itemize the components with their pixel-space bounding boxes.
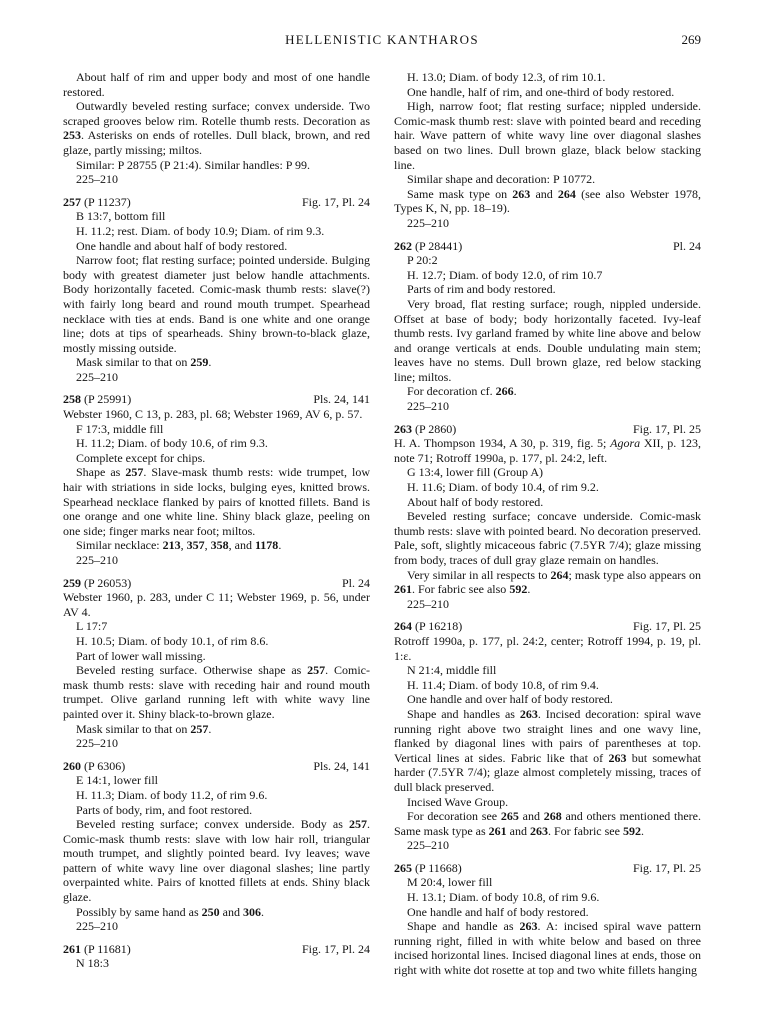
- text-run: E 14:1, lower fill: [76, 773, 158, 788]
- text-run: Very broad, flat resting surface; rough, nippled underside. Offset at base of body; body horizontally faceted. Ivy-leaf thumb rests. Ivy garland framed by white line above and below and orange verticals at ends. Double undulating main stem; leaves have no stems. Dull brown glaze, red below stacking line; miltos.: [394, 296, 701, 384]
- entry-number: 257: [63, 194, 81, 209]
- figure-plate-ref: Fig. 17, Pl. 25: [632, 421, 701, 436]
- text-run: 225–210: [407, 838, 449, 853]
- text-run: Webster 1960, p. 283, under C 11; Webster 1969, p. 56, under AV 4.: [63, 590, 370, 619]
- text-run: and: [518, 809, 544, 824]
- paragraph: [63, 538, 370, 553]
- entry-number: 261: [63, 941, 81, 956]
- paragraph: [394, 890, 701, 905]
- text-run: P 20:2: [407, 253, 438, 268]
- figure-plate-ref: Fig. 17, Pl. 24: [301, 194, 370, 209]
- paragraph: [63, 803, 370, 818]
- paragraph: [394, 172, 701, 187]
- text-run: ; mask type also appears on: [568, 567, 701, 582]
- cross-reference: 306: [243, 904, 261, 919]
- paragraph: [63, 422, 370, 437]
- text-run: H. 11.4; Diam. of body 10.8, of rim 9.4.: [407, 677, 599, 692]
- text-run: ,: [180, 538, 187, 553]
- paragraph: [394, 795, 701, 810]
- paragraph: [63, 722, 370, 737]
- entry-heading-265: [394, 861, 701, 876]
- text-run: . Incised decoration: spiral wave running right above two straight lines and one wavy line, flanked by diagonal lines with pairs of parentheses at top. Vertical lines at sides. Fabric like that of: [394, 706, 701, 765]
- text-run: For decoration see: [407, 809, 501, 824]
- paragraph: [63, 773, 370, 788]
- cross-reference: 257: [307, 663, 326, 678]
- text-run: Mask similar to that on: [76, 355, 191, 370]
- text-run: and: [506, 823, 530, 838]
- text-run: Mask similar to that on: [76, 721, 191, 736]
- text-run: .: [513, 384, 517, 399]
- text-columns: [0, 70, 764, 978]
- cross-reference: 253: [63, 128, 81, 143]
- entry-id: [63, 576, 131, 591]
- text-run: but somewhat harder (7.5YR 7/4); glaze almost completely missing, traces of dull black preserved.: [394, 750, 701, 794]
- cross-reference: 263: [608, 750, 627, 765]
- entry-id: [63, 195, 131, 210]
- cross-reference: 261: [394, 582, 412, 597]
- text-run: .: [208, 355, 212, 370]
- paragraph: [63, 224, 370, 239]
- paragraph: [394, 634, 701, 663]
- text-run: .: [208, 721, 212, 736]
- text-run: M 20:4, lower fill: [407, 875, 493, 890]
- paragraph: [394, 297, 701, 385]
- entry-heading-260: [63, 759, 370, 774]
- inventory-number: (P 6306): [81, 758, 126, 773]
- inventory-number: (P 11681): [81, 941, 131, 956]
- paragraph: [394, 875, 701, 890]
- paragraph: [63, 736, 370, 751]
- text-run: 225–210: [76, 369, 118, 384]
- paragraph: [63, 70, 370, 99]
- cross-reference: 263: [529, 823, 548, 838]
- paragraph: [63, 407, 370, 422]
- entry-id: [394, 422, 456, 437]
- figure-plate-ref: Fig. 17, Pl. 25: [632, 860, 701, 875]
- text-run: Shape as: [76, 465, 126, 480]
- italic-text: Agora: [610, 436, 641, 451]
- cross-reference: 592: [622, 823, 641, 838]
- entry-id: [63, 759, 125, 774]
- entry-id: [63, 942, 131, 957]
- text-run: Beveled resting surface. Otherwise shape as: [76, 663, 308, 678]
- figure-plate-ref: Pls. 24, 141: [313, 392, 370, 407]
- paragraph: [63, 370, 370, 385]
- text-run: L 17:7: [76, 619, 108, 634]
- paragraph: [63, 553, 370, 568]
- entry-number: 262: [394, 238, 412, 253]
- text-run: 225–210: [76, 553, 118, 567]
- text-run: . For fabric see also: [412, 582, 510, 597]
- text-run: H. 11.3; Diam. of body 11.2, of rim 9.6.: [76, 787, 268, 802]
- text-run: .: [278, 538, 282, 553]
- cross-reference: 264: [550, 567, 569, 582]
- entry-id: [394, 861, 462, 876]
- text-run: For decoration cf.: [407, 384, 496, 399]
- paragraph: [394, 399, 701, 414]
- text-run: and: [219, 904, 243, 919]
- cross-reference: 264: [557, 186, 576, 201]
- paragraph: [63, 649, 370, 664]
- text-run: H. 13.1; Diam. of body 10.8, of rim 9.6.: [407, 890, 600, 905]
- text-run: Outwardly beveled resting surface; convex underside. Two scraped grooves below rim. Rotelle thumb rests. Decoration as: [63, 99, 370, 128]
- text-run: (see also Webster 1978, Types K, N, pp. 18–19).: [394, 186, 701, 216]
- inventory-number: (P 16218): [412, 619, 463, 634]
- text-run: . Asterisks on ends of rotelles. Dull black, brown, and red glaze, partly missing; miltos.: [63, 128, 370, 157]
- text-run: About half of rim and upper body and most of one handle restored.: [63, 70, 370, 99]
- paragraph: [394, 216, 701, 231]
- text-run: Very similar in all respects to: [407, 567, 551, 582]
- figure-plate-ref: Fig. 17, Pl. 25: [632, 619, 701, 634]
- paragraph: [63, 158, 370, 173]
- paragraph: [394, 663, 701, 678]
- entry-number: 258: [63, 392, 81, 407]
- paragraph: [394, 509, 701, 567]
- paragraph: [63, 590, 370, 619]
- text-run: Part of lower wall missing.: [76, 648, 206, 663]
- text-run: 225–210: [407, 596, 449, 611]
- text-run: H. A. Thompson 1934, A 30, p. 319, fig. 5;: [394, 436, 611, 451]
- text-run: H. 13.0; Diam. of body 12.3, of rim 10.1.: [407, 70, 606, 84]
- cross-reference: 268: [543, 809, 562, 824]
- text-run: 225–210: [407, 399, 449, 414]
- paragraph: [63, 465, 370, 538]
- text-run: High, narrow foot; flat resting surface; nippled underside. Comic-mask thumb rest: slave with pointed beard and receding hair. Wave pattern of white wavy line over diagonal slashes based on two lines. Dull brown glaze, black below stacking line.: [394, 99, 701, 172]
- text-run: Parts of body, rim, and foot restored.: [76, 802, 253, 817]
- entry-heading-257: [63, 195, 370, 210]
- text-run: . Slave-mask thumb rests: wide trumpet, low hair with striations in side locks, bulging eyes, knitted brows. Spearhead necklace flanked by pairs of knotted fillets. Band is one orange and one white line. Shiny black glaze, peeling on one side; finger marks near foot; miltos.: [63, 465, 371, 538]
- text-run: 225–210: [407, 215, 449, 230]
- cross-reference: 1178: [254, 538, 279, 553]
- cross-reference: 358: [210, 538, 229, 553]
- text-run: . Comic-mask thumb rests: slave with low hair roll, triangular mouth trumpet, and slightly pointed beard. Ivy leaves; wave pattern of white wavy line over diagonal slashes; line partly overpainted white. Pairs of knotted fillets at ends. Shiny black glaze.: [63, 817, 370, 905]
- text-run: and: [530, 186, 558, 201]
- paragraph: [394, 809, 701, 838]
- entry-heading-259: [63, 576, 370, 591]
- inventory-number: (P 28441): [412, 238, 463, 253]
- cross-reference: 592: [509, 582, 528, 597]
- cross-reference: 263: [519, 919, 538, 934]
- paragraph: [63, 619, 370, 634]
- paragraph: [394, 905, 701, 920]
- entry-number: 259: [63, 575, 81, 590]
- text-run: Rotroff 1990a, p. 177, pl. 24:2, center; Rotroff 1994, p. 19, pl. 1:ε.: [394, 633, 701, 663]
- paragraph: [63, 634, 370, 649]
- text-run: One handle and over half of body restored.: [407, 692, 613, 707]
- paragraph: [394, 253, 701, 268]
- paragraph: [394, 707, 701, 795]
- text-run: Parts of rim and body restored.: [407, 282, 556, 297]
- cross-reference: 257: [190, 721, 209, 736]
- text-run: Incised Wave Group.: [407, 794, 509, 809]
- paragraph: [63, 788, 370, 803]
- text-run: . A: incised spiral wave pattern running right, filled in with white below and based on three incised horizontal lines. Incised diagonal lines at ends, those on right with white dot rosette at top and two white fillets hanging: [394, 919, 702, 978]
- text-run: .: [640, 823, 644, 838]
- text-run: Shape and handles as: [407, 706, 520, 721]
- paragraph: [394, 568, 701, 597]
- paragraph: [394, 268, 701, 283]
- figure-plate-ref: Fig. 17, Pl. 24: [301, 941, 370, 956]
- paragraph: [63, 99, 370, 157]
- figure-plate-ref: Pl. 24: [341, 575, 370, 590]
- text-run: H. 10.5; Diam. of body 10.1, of rim 8.6.: [76, 633, 269, 648]
- text-column: [394, 70, 701, 978]
- text-run: ,: [204, 538, 211, 553]
- paragraph: [63, 209, 370, 224]
- paragraph: [63, 663, 370, 721]
- paragraph: [394, 99, 701, 172]
- text-run: Beveled resting surface; convex underside. Body as: [76, 817, 349, 832]
- text-run: Similar necklace:: [76, 538, 163, 553]
- paragraph: [394, 187, 701, 216]
- entry-id: [394, 239, 462, 254]
- text-run: Possibly by same hand as: [76, 904, 202, 919]
- cross-reference: 259: [190, 355, 209, 370]
- text-run: One handle and about half of body restored.: [76, 238, 288, 253]
- text-run: One handle, half of rim, and one-third of body restored.: [407, 84, 675, 99]
- text-run: Shape and handle as: [407, 919, 520, 934]
- entry-heading-264: [394, 619, 701, 634]
- entry-number: 265: [394, 860, 412, 875]
- entry-heading-262: [394, 239, 701, 254]
- cross-reference: 266: [495, 384, 514, 399]
- cross-reference: 257: [349, 817, 367, 832]
- paragraph: [63, 253, 370, 355]
- text-run: About half of body restored.: [407, 494, 544, 509]
- cross-reference: 263: [512, 186, 531, 201]
- paragraph: [63, 817, 370, 905]
- text-column: [63, 70, 370, 978]
- text-run: .: [527, 582, 531, 597]
- paragraph: [63, 172, 370, 187]
- paragraph: [394, 919, 701, 977]
- paragraph: [394, 495, 701, 510]
- text-run: Similar shape and decoration: P 10772.: [407, 172, 596, 187]
- paragraph: [394, 282, 701, 297]
- paragraph: [394, 465, 701, 480]
- paragraph: [394, 436, 701, 465]
- text-run: H. 11.2; Diam. of body 10.6, of rim 9.3.: [76, 436, 268, 451]
- cross-reference: 261: [488, 823, 507, 838]
- paragraph: [394, 692, 701, 707]
- running-title: HELLENISTIC KANTHAROS: [285, 32, 479, 47]
- inventory-number: (P 11668): [412, 860, 462, 875]
- text-run: and others mentioned there. Same mask type as: [394, 809, 702, 838]
- paragraph: [394, 85, 701, 100]
- entry-number: 260: [63, 758, 81, 773]
- text-run: . For fabric see: [547, 823, 623, 838]
- paragraph: [63, 451, 370, 466]
- figure-plate-ref: Pls. 24, 141: [313, 758, 370, 773]
- entry-heading-263: [394, 422, 701, 437]
- figure-plate-ref: Pl. 24: [672, 238, 701, 253]
- text-run: G 13:4, lower fill (Group A): [407, 465, 543, 480]
- paragraph: [394, 678, 701, 693]
- text-run: XII, p. 123, note 71; Rotroff 1990a, p. 177, pl. 24:2, left.: [394, 436, 701, 465]
- entry-heading-261: [63, 942, 370, 957]
- cross-reference: 263: [519, 706, 538, 721]
- text-run: H. 12.7; Diam. of body 12.0, of rim 10.7: [407, 267, 603, 282]
- text-run: F 17:3, middle fill: [76, 421, 164, 436]
- page-header: [0, 0, 764, 46]
- inventory-number: (P 2860): [412, 421, 457, 436]
- text-run: Similar: P 28755 (P 21:4). Similar handles: P 99.: [76, 157, 310, 172]
- paragraph: [394, 838, 701, 853]
- entry-id: [394, 619, 462, 634]
- paragraph: [394, 384, 701, 399]
- cross-reference: 250: [201, 904, 220, 919]
- inventory-number: (P 25991): [81, 392, 132, 407]
- text-run: N 21:4, middle fill: [407, 663, 497, 678]
- paragraph: [63, 905, 370, 920]
- text-run: Complete except for chips.: [76, 450, 206, 465]
- paragraph: [394, 597, 701, 612]
- text-run: H. 11.6; Diam. of body 10.4, of rim 9.2.: [407, 480, 599, 495]
- text-run: Narrow foot; flat resting surface; pointed underside. Bulging body with greatest diameter just below handle attachments. Body horizontally faceted. Comic-mask thumb rests: slave(?) with fairly long beard and round mouth trumpet. Spearhead necklace with ties at ends. Band is one white and one orange line; dots at tips of spearheads. Shiny brown-to-black glaze, mostly missing outside.: [63, 253, 370, 355]
- paragraph: [63, 919, 370, 934]
- cross-reference: 257: [125, 465, 144, 480]
- text-run: .: [261, 904, 264, 919]
- text-run: 225–210: [76, 172, 118, 187]
- paragraph: [394, 70, 701, 85]
- cross-reference: 357: [186, 538, 205, 553]
- text-run: Beveled resting surface; concave underside. Comic-mask thumb rests: slave with pointed beard. No decoration preserved. Pale, soft, slightly micaceous fabric (7.5YR 7/4); glaze missing from body, traces of dull gray glaze remain on handles.: [394, 509, 701, 567]
- cross-reference: 265: [500, 809, 519, 824]
- entry-number: 263: [394, 421, 412, 436]
- text-run: . Comic-mask thumb rests: slave with receding hair and round mouth trumpet. Olive garland running left with white wavy line painted over it. Shiny black-to-brown glaze.: [63, 663, 370, 721]
- page-number: 269: [681, 32, 701, 47]
- text-run: Same mask type on: [407, 186, 513, 201]
- text-run: , and: [228, 538, 255, 553]
- entry-number: 264: [394, 619, 412, 634]
- entry-id: [63, 392, 131, 407]
- text-run: 225–210: [76, 919, 118, 934]
- text-run: 225–210: [76, 736, 118, 751]
- inventory-number: (P 26053): [81, 575, 132, 590]
- text-run: Webster 1960, C 13, p. 283, pl. 68; Webster 1969, AV 6, p. 57.: [63, 407, 363, 422]
- inventory-number: (P 11237): [81, 194, 131, 209]
- cross-reference: 213: [162, 538, 181, 553]
- text-run: One handle and half of body restored.: [407, 904, 589, 919]
- text-run: B 13:7, bottom fill: [76, 209, 166, 224]
- text-run: N 18:3: [76, 956, 109, 971]
- paragraph: [394, 480, 701, 495]
- paragraph: [63, 436, 370, 451]
- paragraph: [63, 239, 370, 254]
- text-run: H. 11.2; rest. Diam. of body 10.9; Diam. of rim 9.3.: [76, 223, 325, 238]
- paragraph: [63, 355, 370, 370]
- paragraph: [63, 956, 370, 971]
- entry-heading-258: [63, 392, 370, 407]
